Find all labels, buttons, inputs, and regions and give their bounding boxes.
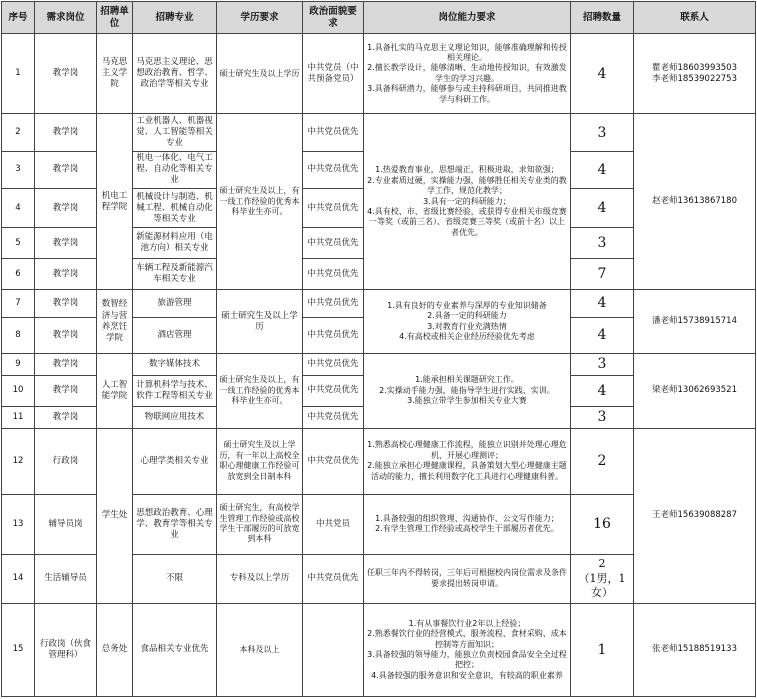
row-position: 教学岗 [35,375,97,406]
row-count: 3 [571,406,634,428]
header-political: 政治面貌要求 [303,2,364,34]
row-ability: 1.熟悉高校心理健康工作流程，能独立识别并处理心理危机、开展心理测评； 2.能独立承担心理健康课程，具备策划大型心理健康主题活动的能力，擅长利用数字化工具进行心理健康科普。 [364,428,571,494]
row-major: 食品相关专业优先 [133,604,217,697]
row-education: 本科及以上 [217,604,303,697]
group-unit-ai: 人工智能学院 [97,354,133,429]
row-major: 新能源材料应用（电池方向）相关专业 [133,228,217,259]
row-major: 数字媒体技术 [133,354,217,376]
header-count: 招聘数量 [571,2,634,34]
header-position: 需求岗位 [35,2,97,34]
row-position: 教学岗 [35,259,97,290]
row-education: 硕士研究生及以上学历 [217,34,303,114]
table-row [2,34,756,114]
group-ability-jidian: 1.热爱教育事业，思想端正，积极进取，求知欲强； 2.专业素质过硬，实操能力强，能够胜任相关专业类的教学工作，规范化教学； 3.具有一定的科研能力； 4.具有校、市、省级比赛经验，或获得专业相关市级竞赛一等奖（或前三名）、省级竞赛三等奖（或前十名）以上者优先。 [364,114,571,290]
row-no: 15 [2,604,35,697]
row-contact: 瞿老师18603993503 李老师18539022753 [634,34,756,114]
row-no: 13 [2,494,35,554]
row-political: 中共党员 [303,494,364,554]
row-major: 心理学类相关专业 [133,428,217,494]
row-no: 4 [2,189,35,228]
row-major: 物联网应用技术 [133,406,217,428]
table-row [2,290,756,318]
row-count: 4 [571,290,634,318]
row-position: 行政岗 [35,428,97,494]
row-no: 6 [2,259,35,290]
row-political: 中共党员优先 [303,228,364,259]
group-contact-jidian: 赵老师13613867180 [634,114,756,290]
row-count: 2 [571,428,634,494]
row-ability: 1.具备扎实的马克思主义理论知识，能够准确理解和传授相关理论。 2.擅长教学设计，能够清晰、生动地传授知识，有效激发学生的学习兴趣。 3.具备科研潜力，能够参与或主持科研项目，共同推进教学与科研工作。 [364,34,571,114]
table-row [2,428,756,494]
row-count: 3 [571,354,634,376]
row-education: 专科及以上学历 [217,554,303,604]
row-major: 思想政治教育、心理学、教育学等相关专业 [133,494,217,554]
row-political: 中共党员（中共预备党员） [303,34,364,114]
row-major: 酒店管理 [133,317,217,353]
row-no: 11 [2,406,35,428]
row-political: 中共党员优先 [303,151,364,188]
row-unit: 马克思主义学院 [97,34,133,114]
group-unit-jidian: 机电工程学院 [97,114,133,290]
row-position: 教学岗 [35,34,97,114]
row-political: 中共党员优先 [303,290,364,318]
row-count: 4 [571,34,634,114]
row-political [303,604,364,697]
row-position: 教学岗 [35,317,97,353]
row-major: 不限 [133,554,217,604]
row-count: 4 [571,189,634,228]
row-position: 教学岗 [35,406,97,428]
header-unit: 招聘单位 [97,2,133,34]
row-position: 教学岗 [35,189,97,228]
row-position: 教学岗 [35,228,97,259]
row-count: 4 [571,375,634,406]
header-major: 招聘专业 [133,2,217,34]
row-position: 行政岗（伙食管理科） [35,604,97,697]
group-contact-ai: 梁老师13062693521 [634,354,756,429]
row-political: 中共党员优先 [303,554,364,604]
row-political: 中共党员优先 [303,114,364,151]
row-political: 中共党员优先 [303,354,364,376]
row-education: 硕士研究生，有高校学生管理工作经验或高校学生干部履历的可放宽到本科 [217,494,303,554]
group-education-ai: 硕士研究生及以上，有一线工作经验的优秀本科毕业生亦可。 [217,354,303,429]
group-unit-shuzhi: 数智经济与营养烹饪学院 [97,290,133,354]
row-major: 工业机器人、机器视觉、人工智能等相关专业 [133,114,217,151]
row-ability: 任职三年内不得转岗，三年后可根据校内岗位需求及条件要求提出转岗申请。 [364,554,571,604]
table-row [2,354,756,376]
row-count: 3 [571,114,634,151]
row-political: 中共党员优先 [303,259,364,290]
row-position: 辅导员岗 [35,494,97,554]
header-contact: 联系人 [634,2,756,34]
row-political: 中共党员优先 [303,428,364,494]
row-count: 2 （1男，1女） [571,554,634,604]
row-no: 10 [2,375,35,406]
row-political: 中共党员优先 [303,406,364,428]
row-education: 硕士研究生及以上学历，有一年以上高校全职心理健康工作经验可放宽到全日制本科 [217,428,303,494]
row-political: 中共党员优先 [303,375,364,406]
row-contact: 张老师15188519133 [634,604,756,697]
row-ability: 1.有从事餐饮行业2年以上经验； 2.熟悉餐饮行业的经营模式、服务流程、食材采购、成本控制等方面知识； 3.具备较强的领导能力，能独立负责校园食品安全全过程把控； 4.具备较强的服务意识和安全意识，有较高的职业素养 [364,604,571,697]
row-no: 2 [2,114,35,151]
row-major: 计算机科学与技术、软件工程等相关专业 [133,375,217,406]
group-education-jidian: 硕士研究生及以上，有一线工作经验的优秀本科毕业生亦可。 [217,114,303,290]
group-education-shuzhi: 硕士研究生及以上学历 [217,290,303,354]
row-no: 12 [2,428,35,494]
group-ability-ai: 1.能承担相关课题研究工作。 2.实操动手能力强，能指导学生进行实践、实训。 3.能独立带学生参加相关专业大赛 [364,354,571,429]
row-count: 4 [571,317,634,353]
row-major: 机电一体化、电气工程、自动化等相关专业 [133,151,217,188]
row-count: 1 [571,604,634,697]
row-count: 7 [571,259,634,290]
row-political: 中共党员优先 [303,189,364,228]
recruitment-table [1,1,756,697]
row-no: 3 [2,151,35,188]
row-position: 教学岗 [35,151,97,188]
group-unit-xuegong: 学生处 [97,428,133,603]
group-contact-xuegong: 王老师15639088287 [634,428,756,603]
row-count: 4 [571,151,634,188]
row-no: 7 [2,290,35,318]
row-count: 3 [571,228,634,259]
row-no: 5 [2,228,35,259]
row-no: 14 [2,554,35,604]
header-education: 学历要求 [217,2,303,34]
header-no: 序号 [2,2,35,34]
table-row [2,114,756,151]
row-unit: 总务处 [97,604,133,697]
row-no: 9 [2,354,35,376]
row-position: 教学岗 [35,114,97,151]
row-major: 马克思主义理论、思想政治教育、哲学、政治学等相关专业 [133,34,217,114]
row-count: 16 [571,494,634,554]
row-position: 教学岗 [35,354,97,376]
header-row [2,2,756,34]
row-major: 旅游管理 [133,290,217,318]
row-political: 中共党员优先 [303,317,364,353]
row-no: 1 [2,34,35,114]
group-ability-shuzhi: 1.具有良好的专业素养与深厚的专业知识储备 2.具备一定的科研能力 3.对教育行业充满热情 4.有高校或相关企业经历经验优先考虑 [364,290,571,354]
row-no: 8 [2,317,35,353]
row-ability: 1.具备较强的组织管理、沟通协作、公文写作能力； 2.有学生管理工作经验或高校学生干部履历者优先。 [364,494,571,554]
header-ability: 岗位能力要求 [364,2,571,34]
table-row [2,604,756,697]
row-major: 机械设计与制造、机械工程、机械自动化等相关专业 [133,189,217,228]
row-position: 教学岗 [35,290,97,318]
group-contact-shuzhi: 潘老师15738915714 [634,290,756,354]
row-major: 车辆工程及新能源汽车相关专业 [133,259,217,290]
row-position: 生活辅导员 [35,554,97,604]
